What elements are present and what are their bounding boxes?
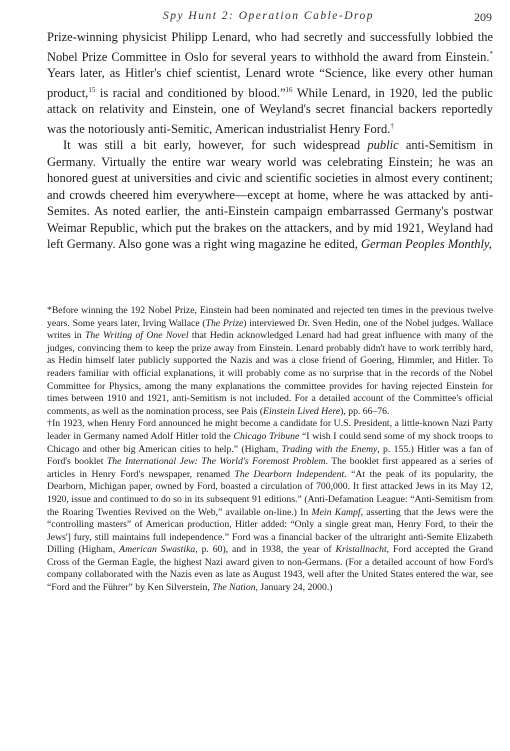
footnote-marker: *: [489, 49, 493, 58]
page-header: [45, 10, 492, 26]
footnote-marker: 16: [285, 85, 293, 94]
paragraph-1: Prize-winning physicist Philipp Lenard, who had secretly and successfully lobbied the Nobel Prize Committee in Oslo for several years to withhold the award from Einstein.* Years later, as Hitler's chief scientist, Lenard wrote “Science, like every other human product,$^{15}$ is racial and conditioned by blood.”$^{16}$ While Lenard, in 1920, led the public attack on relativity and Einstein, one of Weyland's secret financial backers reportedly was the notoriously anti-Semitic, American industrialist Henry Ford.†: [47, 30, 493, 136]
footnote-marker: 15: [88, 85, 96, 94]
footnote-1: *Before winning the 192 Nobel Prize, Einstein had been nominated and rejected ten times in the previous twelve years. Some years later, Irving Wallace (The Prize) interviewed Dr. Sven Hedin, one of the Nobel judges. Wallace writes in The Writing of One Novel that Hedin acknowledged Lenard had had great influence with many of the judges, convincing them to keep the prize away from Einstein. Lenard probably didn't have to work terribly hard, as Hedin himself later publicly supported the Nazis and was a close friend of Goering, Himmler, and Hitler. To readers familiar with official explanations, it will probably come as no surprise that in the records of the Nobel Committee for Physics, among the many explanations the committee provides for having rejected Einstein for times between 1910 and 1921, anti-Semitism is not included. For a detailed account of the Committee's official comments, as well as the nomination process, see Pais (Einstein Lived Here), pp. 66–76.: [47, 305, 494, 417]
paragraph-2: It was still a bit early, however, for such widespread public anti-Semitism in Germany. Virtually the entire war weary world was celebrating Einstein; he was an honored guest at universities and civic and scientific societies in almost every continent; and crowds cheered him everywhere—except at home, where he was attacked by anti-Semites. As noted earlier, the anti-Einstein campaign embarrassed Germany's postwar Weimar Republic, which put the brakes on the attackers, and by mid 1921, Weyland had left Germany. Also gone was a right wing magazine he edited, German Peoples Monthly,: [47, 138, 493, 252]
page-number: 209: [474, 10, 492, 24]
footnotes: [47, 305, 493, 595]
footnote-2: †In 1923, when Henry Ford announced he might become a candidate for U.S. President, a little-known Nazi Party leader in Germany named Adolf Hitler told the Chicago Tribune “I wish I could send some of my shock troops to Chicago and other big American cities to help.” (Higham, Trading with the Enemy, p. 155.) Hitler was a fan of Ford's booklet The International Jew: The World's Foremost Problem. The booklet first appeared as a series of articles in Henry Ford's newspaper, renamed The Dearborn Independent. “At the peak of its popularity, the Dearborn, Michigan paper, owned by Ford, boasted a circulation of 700,000. It first attacked Jews in its May 12, 1920, issue and continued to do so in its subsequent 91 editions.” (Anti-Defamation League: “Anti-Semitism from the Roaring Twenties Revived on the Web,” available on-line.) In Mein Kampf, asserting that the Jews were the “controlling masters” of American production, Hitler added: “Only a single great man, Henry Ford, to their the Jews'] fury, still maintains full independence.” Ford was a financial backer of the ultraright anti-Semite Elizabeth Dilling (Higham, American Swastika, p. 60), and in 1938, the year of Kristallnacht, Ford accepted the Grand Cross of the German Eagle, the highest Nazi award given to non-Germans. (For a detailed account of how Ford's company collaborated with the Nazis even as late as August 1943, well after the United States entered the war, see “Ford and the Führer” by Ken Silverstein, The Nation, January 24, 2000.): [47, 418, 494, 594]
running-title: Spy Hunt 2: Operation Cable-Drop: [162, 10, 375, 22]
footnote-marker: †: [390, 121, 394, 130]
main-text: [47, 29, 493, 253]
